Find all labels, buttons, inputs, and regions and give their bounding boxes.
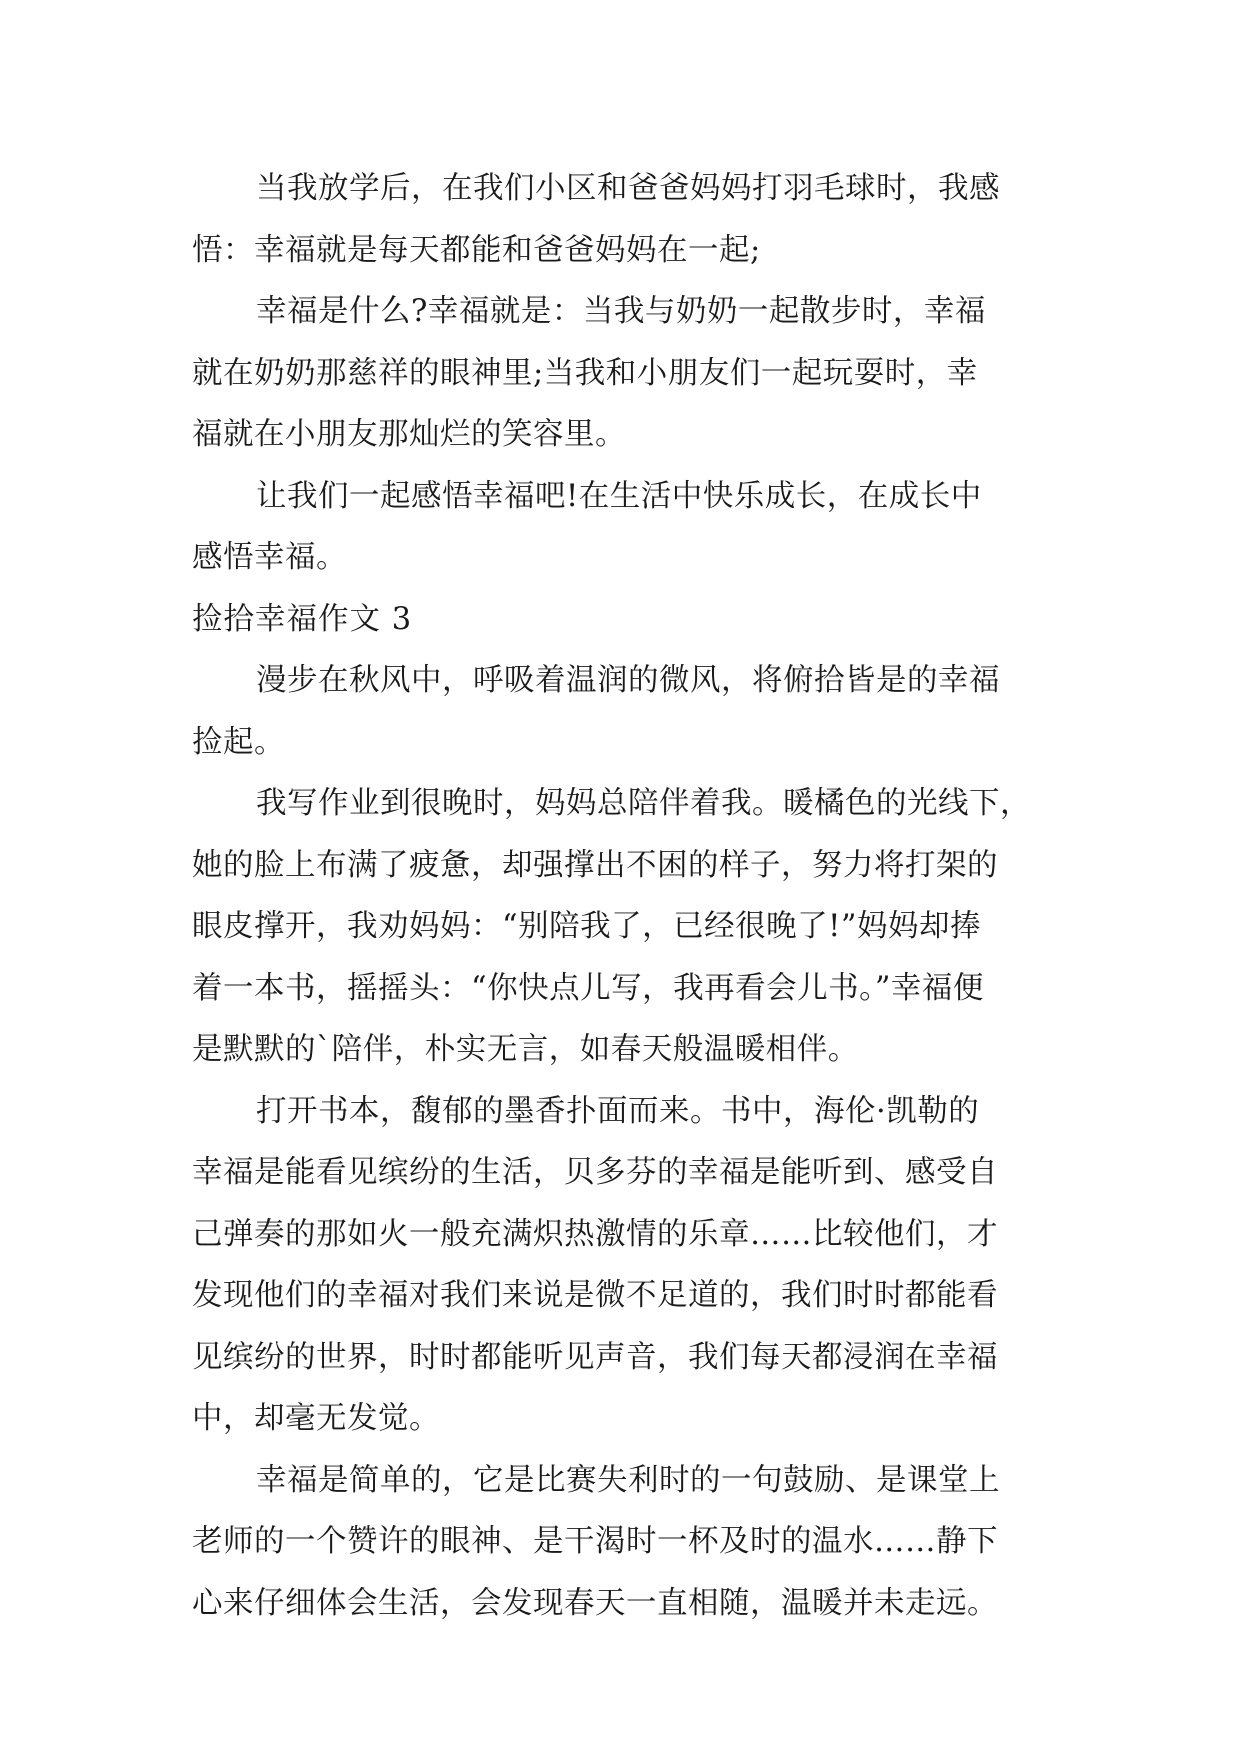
text-line: 己弹奏的那如火一般充满炽热激情的乐章……比较他们，才 [192,1216,998,1252]
text-line: 感悟幸福。 [192,540,347,575]
text-line: 她的脸上布满了疲惫，却强撑出不困的样子，努力将打架的 [192,847,998,883]
text-line: 就在奶奶那慈祥的眼神里;当我和小朋友们一起玩耍时，幸 [192,355,978,391]
text-line: 悟：幸福就是每天都能和爸爸妈妈在一起; [192,232,761,268]
text-line: 福就在小朋友那灿烂的笑容里。 [192,417,626,452]
text-line: 幸福是简单的，它是比赛失利时的一句鼓励、是课堂上 [256,1462,1000,1498]
text-line: 老师的一个赞许的眼神、是干渴时一杯及时的温水……静下 [192,1524,998,1559]
section-heading: 捡拾幸福作文 3 [192,601,413,637]
text-line: 幸福是什么?幸福就是：当我与奶奶一起散步时，幸福 [256,294,986,329]
text-line: 我写作业到很晚时，妈妈总陪伴着我。暖橘色的光线下， [256,786,1031,821]
text-line: 见缤纷的世界，时时都能听见声音，我们每天都浸润在幸福 [192,1339,998,1375]
text-line: 幸福是能看见缤纷的生活，贝多芬的幸福是能听到、感受自 [192,1155,998,1190]
text-line: 打开书本，馥郁的墨香扑面而来。书中，海伦·凯勒的 [256,1093,980,1129]
text-line: 让我们一起感悟幸福吧!在生活中快乐成长，在成长中 [256,478,982,514]
text-line: 当我放学后，在我们小区和爸爸妈妈打羽毛球时，我感 [256,171,1000,206]
text-line: 中，却毫无发觉。 [192,1401,440,1436]
text-line: 着一本书，摇摇头：“你快点儿写，我再看会儿书。”幸福便 [192,970,984,1006]
text-line: 是默默的`陪伴，朴实无言，如春天般温暖相伴。 [192,1032,859,1067]
text-line: 发现他们的幸福对我们来说是微不足道的，我们时时都能看 [192,1278,998,1313]
text-line: 漫步在秋风中，呼吸着温润的微风，将俯拾皆是的幸福 [256,663,1000,698]
text-line: 眼皮撑开，我劝妈妈：“别陪我了，已经很晚了!”妈妈却捧 [192,909,981,944]
text-line: 捡起。 [192,724,285,760]
document-body [192,158,1052,1634]
text-line: 心来仔细体会生活，会发现春天一直相随，温暖并未走远。 [192,1585,998,1621]
